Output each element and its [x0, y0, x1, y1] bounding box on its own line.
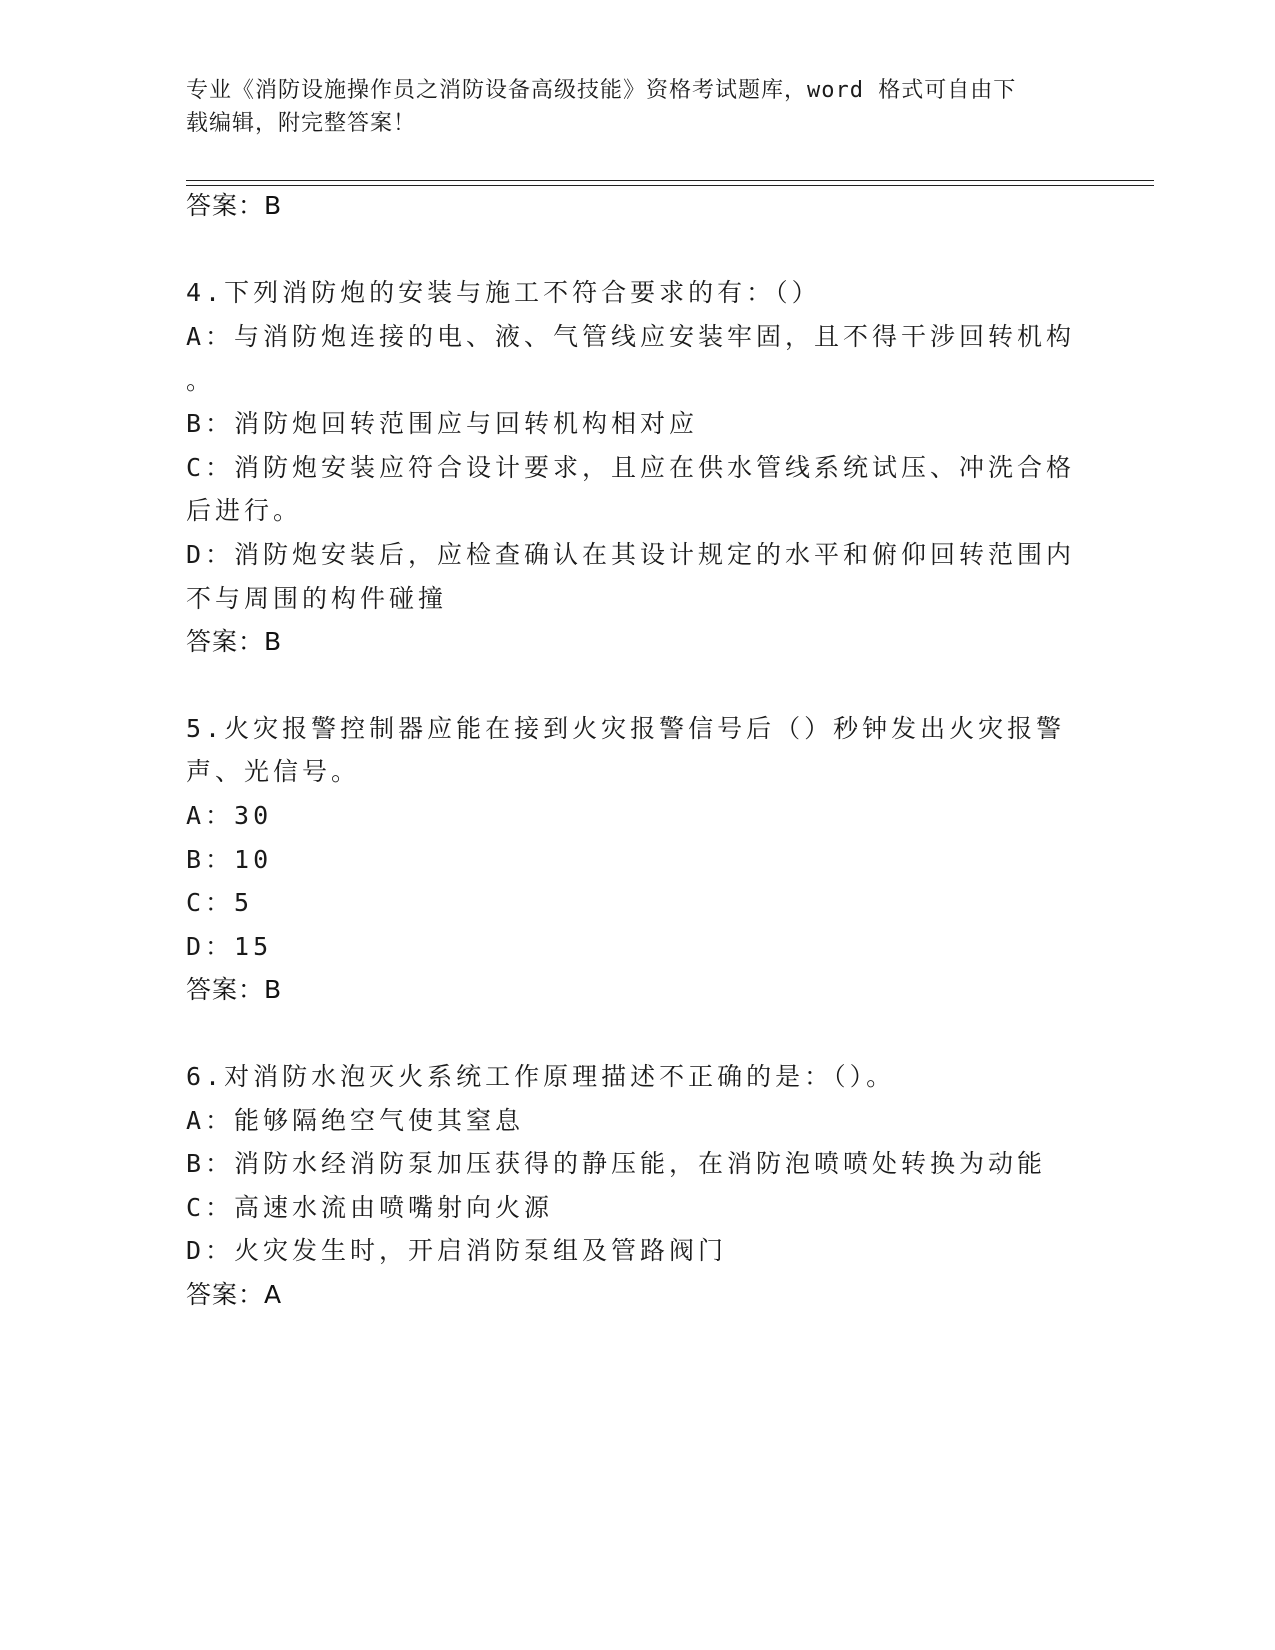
question-4-option-line-7: 不与周围的构件碰撞 — [186, 584, 448, 613]
question-4-option-line-5: 后进行。 — [186, 496, 303, 525]
question-6-answer: 答案：A — [186, 1280, 283, 1309]
header-divider-top — [186, 180, 1154, 181]
header-line-2: 载编辑，附完整答案！ — [186, 111, 417, 136]
question-4-option-line-4: C：消防炮安装应符合设计要求，且应在供水管线系统试压、冲洗合格 — [186, 453, 1076, 482]
question-5-answer: 答案：B — [186, 975, 283, 1004]
header-divider-bottom — [186, 185, 1154, 186]
previous-answer: 答案：B — [186, 191, 283, 220]
question-4-stem-line-1: 4.下列消防炮的安装与施工不符合要求的有：（） — [186, 278, 821, 307]
question-4-option-line-3: B：消防炮回转范围应与回转机构相对应 — [186, 409, 699, 438]
question-5-option-d: D：15 — [186, 932, 273, 961]
question-4-option-line-1: A：与消防炮连接的电、液、气管线应安装牢固，且不得干涉回转机构 — [186, 322, 1076, 351]
question-6-option-b: B：消防水经消防泵加压获得的静压能，在消防泡喷喷处转换为动能 — [186, 1149, 1047, 1178]
question-5-stem-line-2: 声、光信号。 — [186, 757, 361, 786]
question-6-option-d: D：火灾发生时，开启消防泵组及管路阀门 — [186, 1236, 728, 1265]
document-header — [186, 74, 1066, 140]
question-5-option-a: A：30 — [186, 801, 273, 830]
question-6-option-a: A：能够隔绝空气使其窒息 — [186, 1106, 525, 1135]
question-6-stem-line-1: 6.对消防水泡灭火系统工作原理描述不正确的是：（）。 — [186, 1062, 896, 1091]
question-5-option-c: C：5 — [186, 888, 254, 917]
question-5-option-b: B：10 — [186, 845, 273, 874]
question-5-stem-line-1: 5.火灾报警控制器应能在接到火灾报警信号后（）秒钟发出火灾报警 — [186, 714, 1066, 743]
header-line-1: 专业《消防设施操作员之消防设备高级技能》资格考试题库，word 格式可自由下 — [186, 78, 1017, 103]
question-4-option-line-2: 。 — [186, 366, 216, 395]
question-4-answer: 答案：B — [186, 627, 283, 656]
question-4-option-line-6: D：消防炮安装后，应检查确认在其设计规定的水平和俯仰回转范围内 — [186, 540, 1076, 569]
question-6-option-c: C：高速水流由喷嘴射向火源 — [186, 1193, 554, 1222]
